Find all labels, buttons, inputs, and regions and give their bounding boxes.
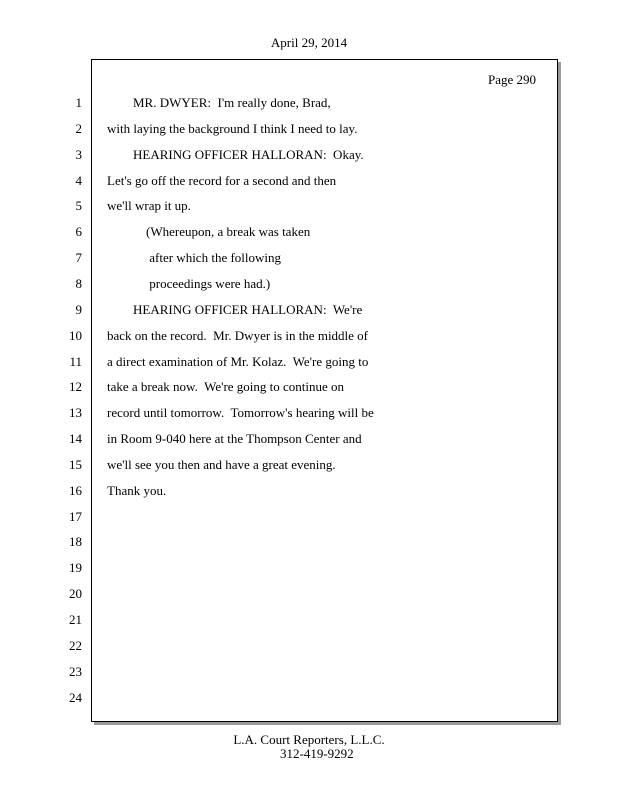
line-text: Let's go off the record for a second and then [107, 173, 337, 188]
line-text: HEARING OFFICER HALLORAN: We're [107, 302, 363, 317]
line-number: 2 [75, 121, 82, 136]
line-number: 10 [69, 328, 82, 343]
line-number: 1 [75, 95, 82, 110]
line-text: a direct examination of Mr. Kolaz. We're going to [107, 354, 369, 369]
line-text: Thank you. [107, 483, 167, 498]
line-number: 21 [69, 612, 82, 627]
line-text: after which the following [107, 250, 282, 265]
line-number: 5 [75, 198, 82, 213]
page-number: Page 290 [488, 72, 537, 87]
line-number: 15 [69, 457, 82, 472]
line-number: 11 [69, 354, 82, 369]
line-text: take a break now. We're going to continue on [107, 379, 345, 394]
line-text: in Room 9-040 here at the Thompson Center and [107, 431, 362, 446]
line-number: 24 [69, 690, 82, 705]
line-text: HEARING OFFICER HALLORAN: Okay. [107, 147, 364, 162]
line-text: MR. DWYER: I'm really done, Brad, [107, 95, 331, 110]
footer-firm: L.A. Court Reporters, L.L.C. [233, 732, 385, 747]
header-date: April 29, 2014 [270, 35, 348, 50]
line-text: back on the record. Mr. Dwyer is in the middle of [107, 328, 369, 343]
line-number: 22 [69, 638, 82, 653]
line-number: 23 [69, 664, 82, 679]
line-number: 17 [69, 509, 82, 524]
line-number: 14 [69, 431, 82, 446]
line-text: (Whereupon, a break was taken [107, 224, 311, 239]
line-number: 6 [75, 224, 82, 239]
line-number: 19 [69, 560, 82, 575]
line-text: we'll see you then and have a great evening. [107, 457, 336, 472]
line-number: 4 [75, 173, 82, 188]
line-number: 12 [69, 379, 82, 394]
line-text: record until tomorrow. Tomorrow's hearing will be [107, 405, 374, 420]
footer-phone: 312-419-9292 [280, 746, 354, 761]
line-number: 8 [75, 276, 82, 291]
line-number: 18 [69, 534, 82, 549]
line-number: 3 [75, 147, 82, 162]
line-number: 20 [69, 586, 82, 601]
line-number: 16 [69, 483, 82, 498]
line-number: 9 [75, 302, 82, 317]
line-number: 7 [75, 250, 82, 265]
line-text: proceedings were had.) [107, 276, 271, 291]
line-text: with laying the background I think I need to lay. [107, 121, 358, 136]
line-number: 13 [69, 405, 82, 420]
line-text: we'll wrap it up. [107, 198, 191, 213]
